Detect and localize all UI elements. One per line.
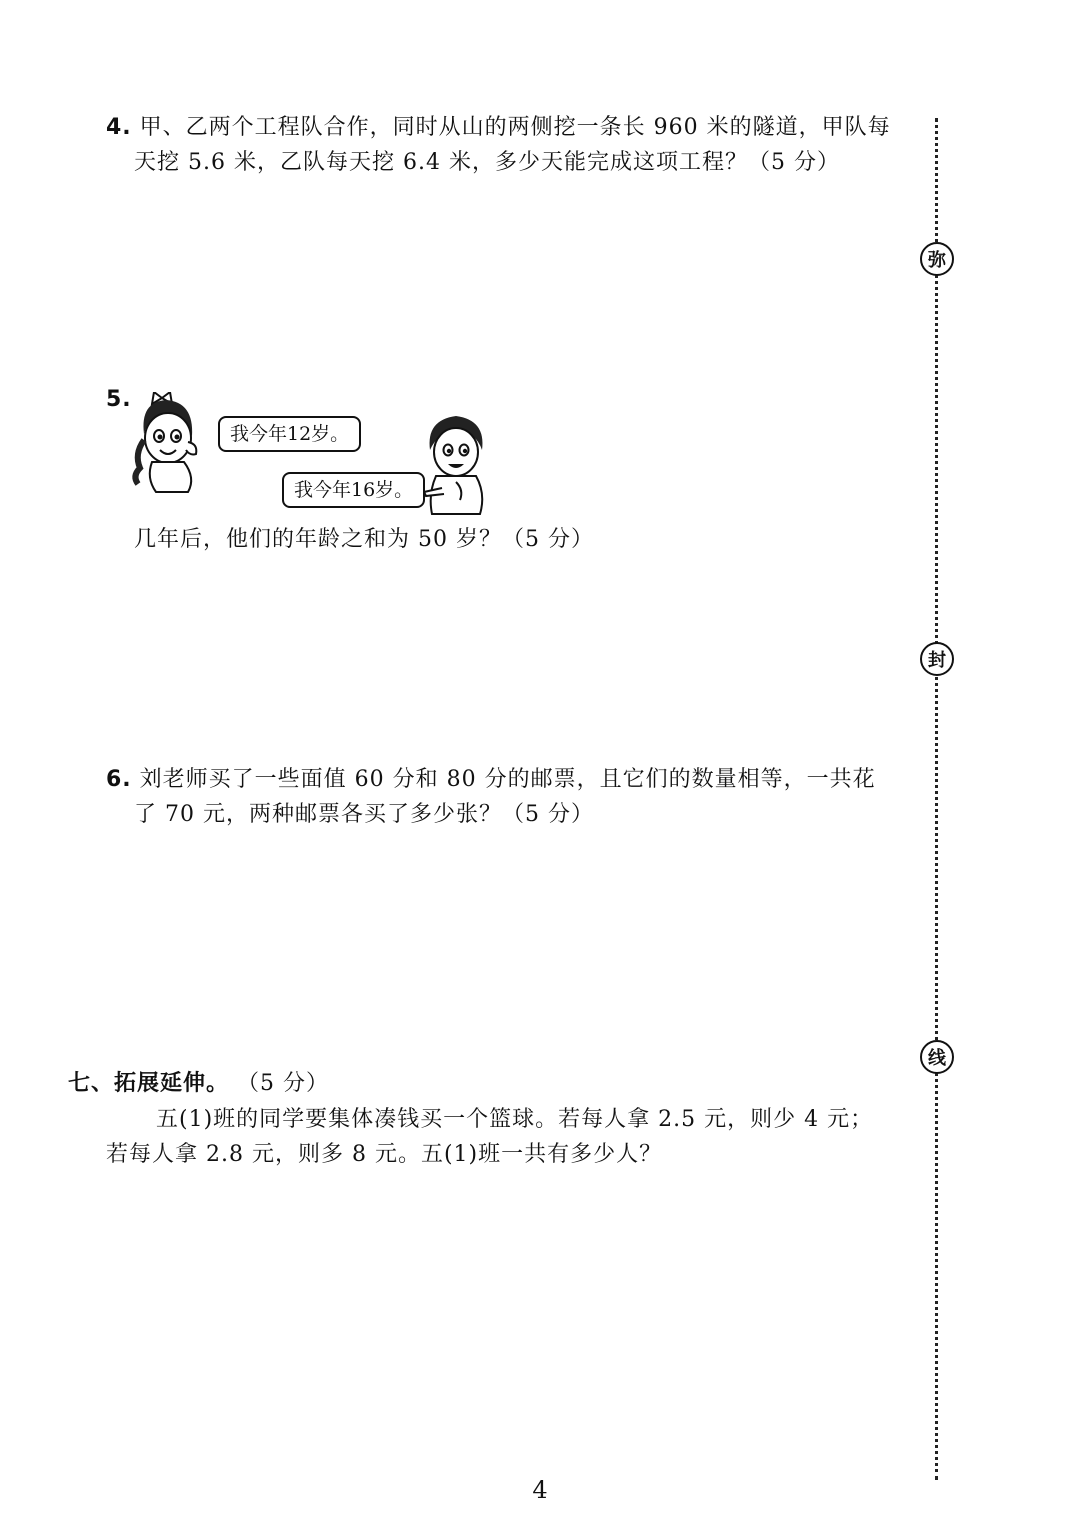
question-number: 6.: [106, 767, 132, 792]
section-7-heading: [68, 1066, 329, 1101]
boy-illustration: [416, 410, 496, 518]
question-6: [106, 762, 876, 832]
question-4: [106, 110, 891, 180]
question-6-line1: 6. 刘老师买了一些面值 60 分和 80 分的邮票，且它们的数量相等，一共花: [106, 767, 876, 792]
seal-xian: 线: [920, 1040, 954, 1074]
section-title: 七、拓展延伸。: [68, 1071, 230, 1096]
boy-speech-bubble: 我今年16岁。: [282, 472, 425, 508]
seal-feng: 封: [920, 642, 954, 676]
question-5-number: 5.: [106, 387, 132, 412]
question-6-line2: 了 70 元，两种邮票各买了多少张？（5 分）: [134, 802, 594, 827]
binding-dotted-line: [935, 118, 938, 1480]
girl-speech-bubble: 我今年12岁。: [218, 416, 361, 452]
girl-illustration: [126, 392, 212, 497]
section-7-line2: 若每人拿 2.8 元，则多 8 元。五(1)班一共有多少人？: [106, 1142, 663, 1167]
question-4-line2: 天挖 5.6 米，乙队每天挖 6.4 米，多少天能完成这项工程？（5 分）: [134, 150, 840, 175]
question-5-text: 几年后，他们的年龄之和为 50 岁？（5 分）: [134, 527, 594, 552]
question-4-line1: 4. 甲、乙两个工程队合作，同时从山的两侧挖一条长 960 米的隧道，甲队每: [106, 115, 891, 140]
section-7-line1: 五(1)班的同学要集体凑钱买一个篮球。若每人拿 2.5 元，则少 4 元；: [156, 1107, 874, 1132]
section-score: （5 分）: [237, 1071, 330, 1096]
question-number: 4.: [106, 115, 132, 140]
seal-mi: 弥: [920, 242, 954, 276]
page-number: 4: [532, 1476, 548, 1504]
section-7: [68, 1066, 329, 1101]
section-7-body: [106, 1102, 873, 1172]
